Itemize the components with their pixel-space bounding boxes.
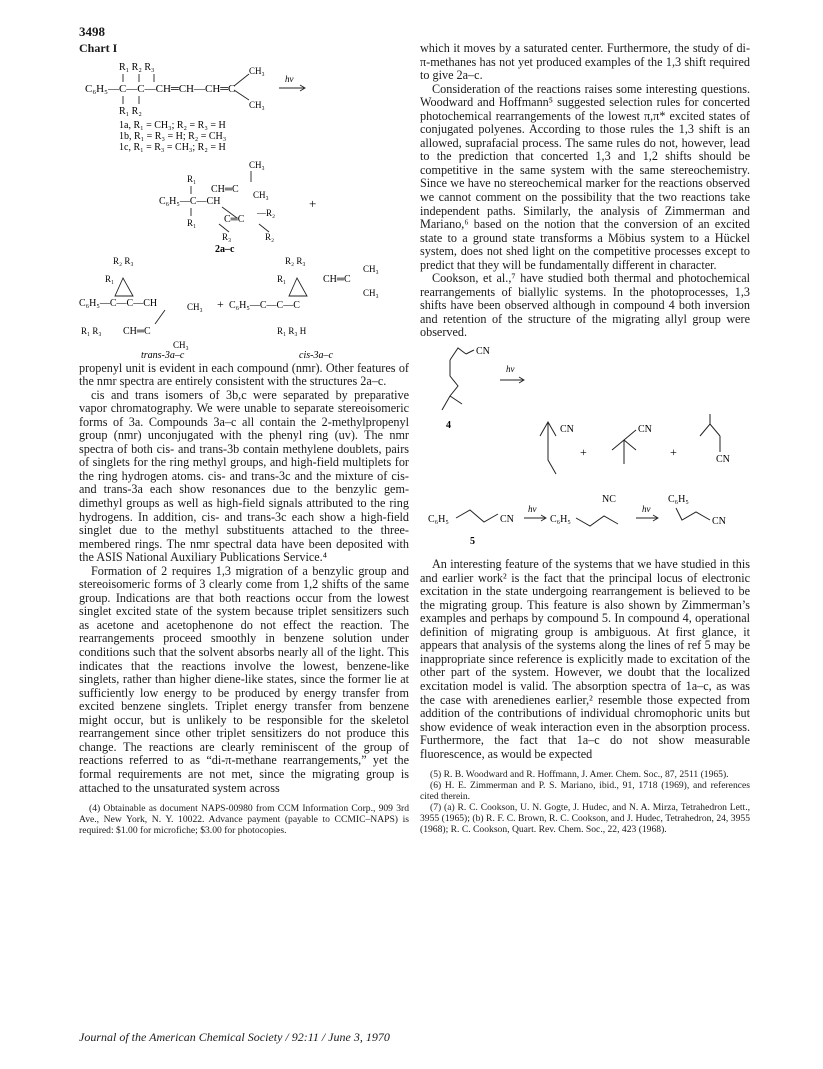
cmpd2-ch3-right: CH₃ [253,189,269,200]
svg-text:C₆H₅—C—C—CH: C₆H₅—C—C—CH [79,297,158,309]
cmpd1-r-bottom: R₁ R₂ [119,105,142,117]
final-cn: CN [712,516,726,528]
compound-4-5-scheme [420,340,750,558]
cmpd3-cis-ch3-b: CH₃ [363,287,379,298]
cmpd5-label: 5 [470,536,475,548]
cmpd3-plus: + [217,296,224,311]
cmpd3-trans-ch3-a: CH₃ [187,301,203,312]
footnote-6: (6) H. E. Zimmerman and P. S. Mariano, ibid., 91, 1718 (1969), and references cited therein. [420,780,750,803]
svg-text:R₁: R₁ [187,217,197,228]
cmpd1-formula: C₆H₅—C—C—CH═CH—CH═C [85,82,236,95]
right-column [420,42,750,835]
cmpd1c-def: 1c, R₁ = R₃ = CH₃; R₂ = H [119,141,226,153]
product-a-cn: CN [560,424,574,436]
hv-label-3: hν [528,504,537,515]
final-c6h5: C₆H₅ [668,494,689,506]
cmpd1-ch3-top: CH₃ [249,65,265,76]
footnote-5: (5) R. B. Woodward and R. Hoffmann, J. Amer. Chem. Soc., 87, 2511 (1965). [430,769,729,781]
left-footnotes [79,803,409,836]
compound-2-structure [79,158,409,252]
svg-text:CH═C: CH═C [211,183,239,195]
svg-text:R₁: R₁ [187,173,197,184]
cmpd3-trans-ch3-b: CH₃ [173,339,189,350]
left-paragraph-3: Formation of 2 requires 1,3 migration of a benzylic group and stereoisomeric forms of 3 clearly come from 1,2 shifts of the same group. Indications are that both reactions occur from the lowest singlet excited state of the system because triplet sensitizers such as acetone and acetophenone do not effect the reaction. The rearrangements proceed smoothly in benzene solution under conditions such that the solvent absorbs nearly all of the light. This indicates that the reactions involve the lowest, benzene-like singlets, rather than higher diene-like states, since the former lie at sufficiently low energy to be produced by energy transfer from excited benzene singlets. Triplet energy transfer from benzene might occur, but is unlikely to be responsible for the skeletol rearrangement since other triplet sensitizers do not produce this change. The reactions are clearly reminiscent of the group of reactions referred to as “di-π-methane rearrangements,” yet the formal requirements are not met, since the migrating group is attached to the unsaturated system across [79,563,409,795]
cmpd2-ch3-top: CH₃ [249,159,265,170]
cmpd1-r-top: R₁ R₂ R₃ [119,61,155,73]
cmpd3-cis-label: cis-3a–c [299,349,333,361]
compound-1-structure [79,58,409,158]
footnote-7: (7) (a) R. C. Cookson, U. N. Gogte, J. Hudec, and N. A. Mirza, Tetrahedron Lett., 3955 (1965); (b) R. F. C. Brown, R. C. Cookson, and J. Hudec, Tetrahedron, 24, 3955 (1968); R. C. Cookson, Quart. Rev. Chem. Soc., 22, 423 (1968). [420,802,750,836]
hv-label-1: hν [285,73,294,84]
hv-label-2: hν [506,364,515,375]
right-paragraph-4: An interesting feature of the systems that we have studied in this and earlier work² is the fact that the principal locus of electronic excitation in the state undergoing rearrangement is believed to be the migrating group. This feature is also shown by Zimmerman’s examples and perhaps by compound 5. In compound 4, operational definition of migrating group is ambiguous. At first glance, it appears that analysis of the systems along the lines of ref 5 may be inappropriate since reference is explicitly made to excitation of the other part of the system. However, we doubt that the localized excitation model is valid. The absorption spectra of 1a–c, as was the case with arenedienes earlier,² resemble those expected from addition of the contributions of individual chromophoric units but show evidence of weak interaction even in the absorption process. Furthermore, the fact that 1a–c do not show measurable fluorescence, as would be expected [420,557,750,761]
svg-text:R₁: R₁ [105,273,115,284]
cmpd3-cis-ch3-a: CH₃ [363,263,379,274]
product-c-cn: CN [716,454,730,466]
hv-label-4: hν [642,504,651,515]
svg-text:C₆H₅—C—C—C: C₆H₅—C—C—C [229,299,300,311]
footnote-4: (4) Obtainable as document NAPS-00980 from CCM Information Corp., 909 3rd Ave., New York, N. Y. 10022. Advance payment (payable to CCMIC–NAPS) is required: $1.00 for microfiche; $3.00 for photocopies. [79,803,409,837]
svg-text:R₁ R₃: R₁ R₃ [81,325,102,336]
journal-footer: Journal of the American Chemical Society / 92:11 / June 3, 1970 [79,1030,390,1044]
svg-text:—R₂: —R₂ [257,207,276,218]
cmpd2-label: 2a–c [215,243,235,252]
svg-text:R₂ R₃: R₂ R₃ [113,255,134,266]
right-paragraph-3: Cookson, et al.,⁷ have studied both thermal and photochemical rearrangements of biallylic systems. In the photoprocesses, 1,3 shifts have been observed although in compound 4 both inversion and retention of the structure of the migrating allyl group were observed. [420,271,750,340]
right-paragraph-1: which it moves by a saturated center. Furthermore, the study of di-π-methanes has not yet produced examples of the 1,3 shift required to give 2a–c. [420,41,750,83]
product-plus-2: + [670,445,677,460]
cmpd4-label: 4 [446,420,451,432]
left-column [79,42,409,836]
page-number: 3498 [79,24,105,39]
intermediate-nc: NC [602,494,616,506]
svg-text:C₆H₅—C—CH: C₆H₅—C—CH [159,195,221,207]
left-paragraph-1: propenyl unit is evident in each compound (nmr). Other features of the nmr spectra are entirely consistent with the structures 2a–c. [79,360,409,389]
cmpd2-plus: + [309,195,317,211]
cmpd4-cn: CN [476,346,490,358]
svg-text:R₂ R₃: R₂ R₃ [285,255,306,266]
cmpd1b-def: 1b, R₁ = R₃ = H; R₂ = CH₃ [119,130,227,142]
cmpd5-cn: CN [500,514,514,526]
right-footnotes [420,769,750,835]
cmpd1a-def: 1a, R₁ = CH₃; R₂ = R₃ = H [119,119,226,131]
svg-text:R₃: R₃ [222,231,232,242]
product-plus-1: + [580,445,587,460]
chart-heading: Chart I [79,41,118,55]
compound-3-structure [79,252,409,362]
right-paragraph-2: Consideration of the reactions raises some interesting questions. Woodward and Hoffmann⁵ suggested selection rules for concerted photochemical rearrangements of the lowest π,π* excited states of conjugated polyenes. According to those rules the 1,3 shift is an allowed, suprafacial process. The same rules do not, however, lead to the prediction that concerted 1,3 and 1,2 shifts should be competitive in the same system with the same stereochemistry. Since we have no stereochemical marker for the reactions observed we cannot comment on the possibility that the two reactions take independent paths. Similarly, the analysis of Zimmerman and Mariano,⁶ based on the notion that the conversion of an excited state to a ground state transforms a Möbius system to a Hückel system, does not shed light on the competitive processes except to predict that they will be fundamentally different in character. [420,81,750,272]
svg-text:C═C: C═C [224,213,245,225]
left-paragraph-2: cis and trans isomers of 3b,c were separated by preparative vapor chromatography. We were unable to separate stereoisomeric forms of 3a. Compounds 3a–c all contain the 2-methylpropenyl group (nmr) unconjugated with the phenyl ring (uv). The nmr spectra of both cis- and trans-3b contain methylene doublets, pairs of singlets for the ring methyl groups, and high-field multiplets for the ring hydrogen atoms. cis- and trans-3c and the mixture of cis- and trans-3a each show resonances due to the benzylic gem-dimethyl groups as well as high-field signals attributed to the ring hydrogens. In addition, cis- and trans-3c each show a high-field singlet due to the methyl substituents attached to the three-membered rings. The nmr spectral data have been deposited with the ASIS National Auxiliary Publications Service.⁴ [79,387,409,565]
intermediate-c6h5: C₆H₅ [550,514,571,526]
svg-text:R₁: R₁ [277,273,287,284]
svg-text:R₂: R₂ [265,231,275,242]
product-b-cn: CN [638,424,652,436]
cmpd5-c6h5: C₆H₅ [428,514,449,526]
svg-text:CH═C: CH═C [323,273,351,285]
cmpd1-ch3-bottom: CH₃ [249,99,265,110]
svg-text:CH═C: CH═C [123,325,151,337]
svg-text:R₁ R₃ H: R₁ R₃ H [277,325,307,336]
cmpd3-trans-label: trans-3a–c [141,349,185,361]
